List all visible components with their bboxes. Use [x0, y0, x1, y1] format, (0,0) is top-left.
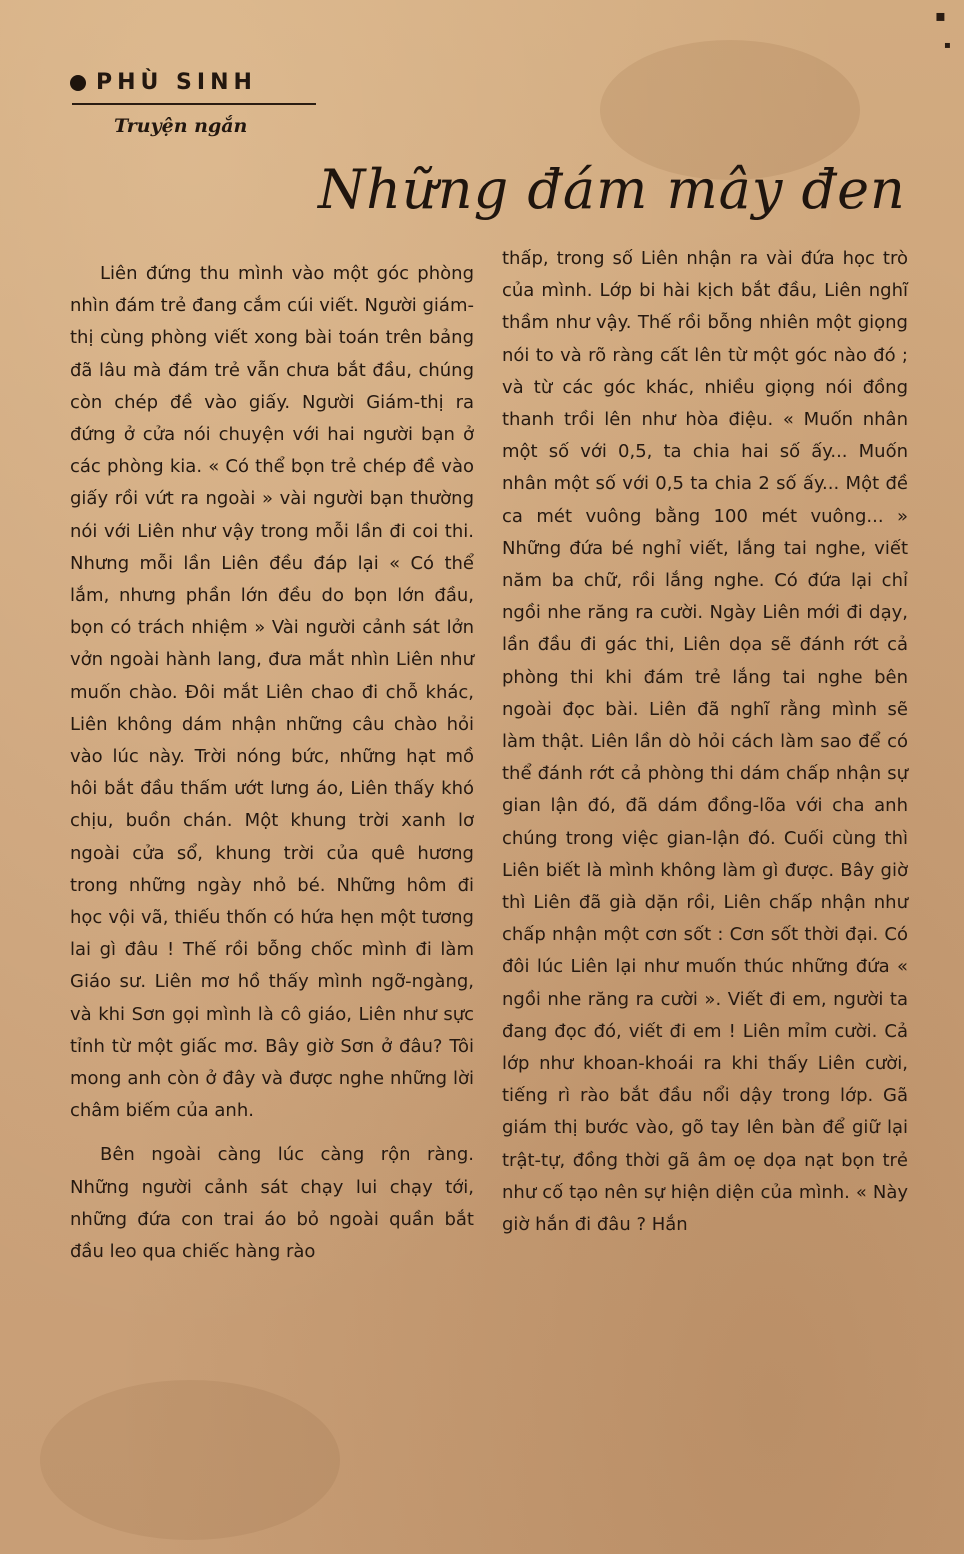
author-name: PHÙ SINH [96, 70, 257, 95]
paragraph: Bên ngoài càng lúc càng rộn ràng. Những người cảnh sát chạy lui chạy tới, những đứa con trai áo bỏ ngoài quần bắt đầu leo qua chiếc hàng rào [70, 1144, 474, 1263]
paragraph: thấp, trong số Liên nhận ra vài đứa học trò của mình. Lớp bi hài kịch bắt đầu, Liên nghĩ thầm như vậy. Thế rồi bỗng nhiên một giọng nói to và rõ ràng cất lên từ một góc nào đó ; và từ các góc khác, nhiều giọng nói đồng thanh trồi lên như hòa điệu. « Muốn nhân một số với 0,5, ta chia hai số ấy... Muốn nhân một số với 0,5 ta chia 2 số ấy... Một đề ca mét vuông bằng 100 mét vuông... » Những đứa bé nghỉ viết, lắng tai nghe, viết năm ba chữ, rồi lắng nghe. Có đứa lại chỉ ngồi nhe răng ra cười. Ngày Liên mới đi dạy, lần đầu đi gác thi, Liên dọa sẽ đánh rớt cả phòng thi khi đám trẻ lắng tai nghe bên ngoài đọc bài. Liên đã nghĩ rằng mình sẽ làm thật. Liên lần dò hỏi cách làm sao để có thể đánh rớt cả phòng thi dám chấp nhận sự gian lận đó, đã dám đồng-lõa với cha anh chúng trong việc gian-lận đó. Cuối cùng thì Liên biết là mình không làm gì được. Bây giờ thì Liên đã già dặn rồi, Liên chấp nhận như chấp nhận một cơn sốt : Cơn sốt thời đại. Có đôi lúc Liên lại như muốn thúc những đứa « ngồi nhe răng ra cười ». Viết đi em, người ta đang đọc đó, viết đi em ! Liên mỉm cười. Cả lớp như khoan-khoái ra khi thấy Liên cười, tiếng rì rào bắt đầu nổi dậy trong lớp. Gã giám thị bước vào, gõ tay lên bàn để giữ lại trật-tự, đồng thời gã âm oẹ dọa nạt bọn trẻ như cố tạo nên sự hiện diện của mình. « Này giờ hắn đi đâu ? Hắn [502, 248, 908, 1236]
paper-stain [40, 1380, 340, 1540]
author-row [70, 70, 320, 95]
story-title: Những đám mây đen [318, 158, 906, 221]
bullet-icon [70, 75, 86, 91]
edge-speck: ▪ [935, 6, 946, 25]
paragraph: Liên đứng thu mình vào một góc phòng nhìn đám trẻ đang cắm cúi viết. Người giám-thị cùng phòng viết xong bài toán trên bảng đã lâu mà đám trẻ vẫn chưa bắt đầu, chúng còn chép đề vào giấy. Người Giám-thị ra đứng ở cửa nói chuyện với hai người bạn ở các phòng kia. « Có thể bọn trẻ chép đề vào giấy rồi vứt ra ngoài » vài người bạn thường nói với Liên như vậy trong mỗi lần đi coi thi. Nhưng mỗi lần Liên đều đáp lại « Có thể lắm, nhưng phần lớn đều do bọn lớn đầu, bọn có trách nhiệm » Vài người cảnh sát lởn vởn ngoài hành lang, đưa mắt nhìn Liên như muốn chào. Đôi mắt Liên chao đi chỗ khác, Liên không dám nhận những câu chào hỏi vào lúc này. Trời nóng bức, những hạt mồ hôi bắt đầu thấm ướt lưng áo, Liên thấy khó chịu, buồn chán. Một khung trời xanh lơ ngoài cửa sổ, khung trời của quê hương trong những ngày nhỏ bé. Những hôm đi học vội vã, thiếu thốn có hứa hẹn một tương lai gì đâu ! Thế rồi bỗng chốc mình đi làm Giáo sư. Liên mơ hồ thấy mình ngỡ-ngàng, và khi Sơn gọi mình là cô giáo, Liên như sực tỉnh từ một giấc mơ. Bây giờ Sơn ở đâu? Tôi mong anh còn ở đây và được nghe những lời châm biếm của anh. [70, 263, 474, 1122]
genre-label: Truyện ngắn [114, 115, 248, 137]
article-header [70, 70, 320, 137]
text-column-left [70, 258, 474, 1268]
text-column-right [502, 243, 908, 1241]
header-rule [72, 103, 316, 105]
edge-speck: ▪ [944, 40, 951, 51]
